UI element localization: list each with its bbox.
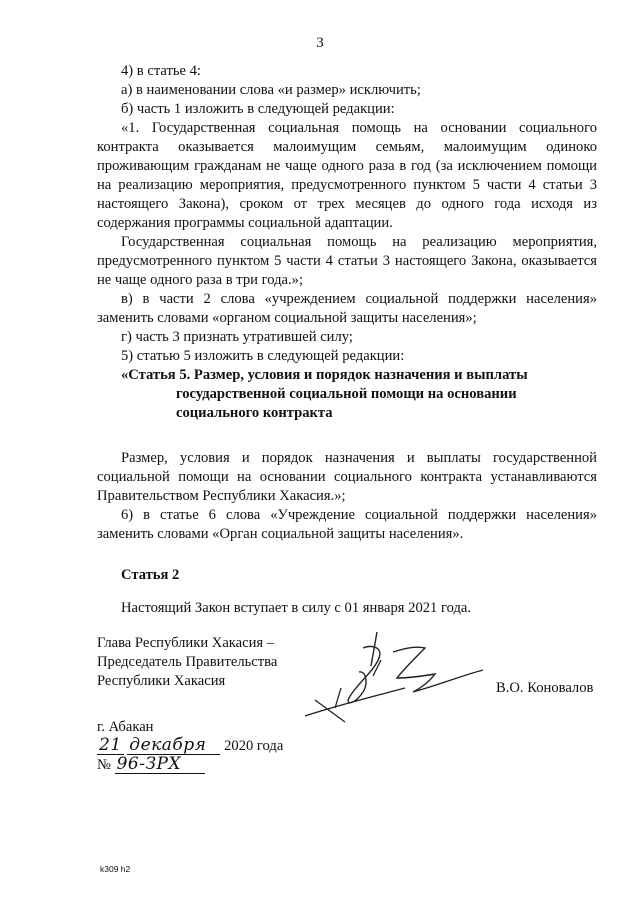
footer-code: k309 h2 <box>100 864 131 874</box>
place: г. Абакан <box>97 719 154 735</box>
article-5-heading-line2: государственной социальной помощи на основании <box>176 386 517 402</box>
page-number: 3 <box>316 35 324 51</box>
part-1-text: «1. Государственная социальная помощь на основании социального контракта оказывается малоимущим семьям, малоимущим одиноко проживающим гражданам не чаще одного раза в год (за исключением помощи на реализацию мероприятия, предусмотренного пунктом 5 части 4 статьи 3 настоящего Закона), сроком от трех месяцев до одного года исходя из содержания программы социальной адаптации. <box>97 120 597 231</box>
signatory-position-line2: Председатель Правительства <box>97 654 278 670</box>
law-number: 96-ЗРХ <box>115 756 206 774</box>
date-month: декабря <box>127 737 220 755</box>
part-1-text-2: Государственная социальная помощь на реализацию мероприятия, предусмотренного пунктом 5 части 4 статьи 3 настоящего Закона, оказывается не чаще одного раза в три года.»; <box>97 234 597 288</box>
article-2-text: Настоящий Закон вступает в силу с 01 января 2021 года. <box>121 600 472 616</box>
item-4: 4) в статье 4: <box>121 63 201 79</box>
date-suffix: 2020 года <box>224 738 284 754</box>
signatory-position-line1: Глава Республики Хакасия – <box>97 635 275 651</box>
number-line <box>97 756 283 775</box>
item-5: 5) статью 5 изложить в следующей редакции: <box>121 348 405 364</box>
document-body <box>97 62 597 618</box>
article-2-title: Статья 2 <box>121 567 180 583</box>
place-date-number <box>97 718 283 775</box>
article-5-heading-line1: «Статья 5. Размер, условия и порядок назначения и выплаты <box>121 367 528 383</box>
signature-block-title <box>97 634 277 691</box>
article-5-text: Размер, условия и порядок назначения и выплаты государственной социальной помощи на основании социального контракта устанавливаются Правительством Республики Хакасия.»; <box>97 450 597 504</box>
item-4a: а) в наименовании слова «и размер» исключить; <box>121 82 421 98</box>
signatory-position-line3: Республики Хакасия <box>97 673 226 689</box>
date-day: 21 <box>99 735 122 755</box>
signatory-name: В.О. Коновалов <box>496 680 594 696</box>
number-prefix: № <box>97 757 111 773</box>
item-4v: в) в части 2 слова «учреждением социальной поддержки населения» заменить словами «органом социальной защиты населения»; <box>97 291 597 326</box>
item-6: 6) в статье 6 слова «Учреждение социальной поддержки населения» заменить словами «Орган социальной защиты населения». <box>97 507 597 542</box>
item-4b: б) часть 1 изложить в следующей редакции: <box>121 101 395 117</box>
article-5-heading <box>97 366 597 423</box>
article-5-heading-line3: социального контракта <box>176 405 333 421</box>
item-4g: г) часть 3 признать утратившей силу; <box>121 329 353 345</box>
handwritten-signature <box>285 626 495 726</box>
